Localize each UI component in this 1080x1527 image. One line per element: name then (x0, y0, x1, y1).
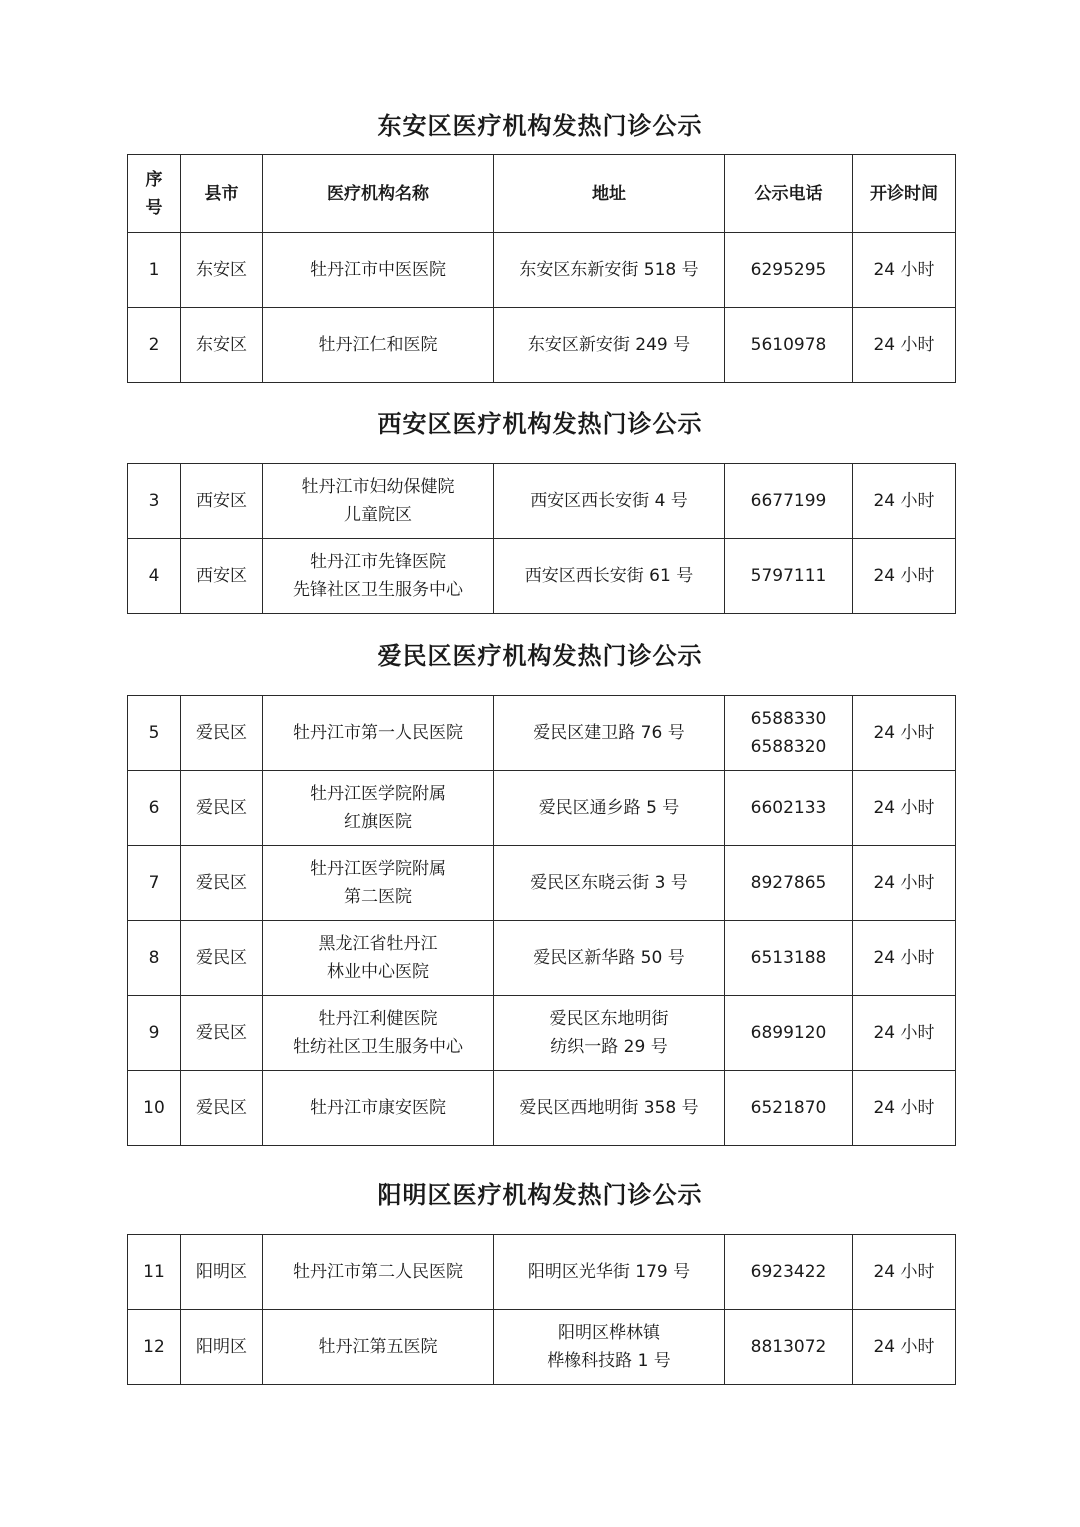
table-row (128, 464, 956, 539)
header-county: 县市 (181, 155, 263, 233)
cell-institution: 牡丹江市妇幼保健院 儿童院区 (263, 464, 494, 539)
cell-county: 爱民区 (181, 771, 263, 846)
cell-institution: 黑龙江省牡丹江 林业中心医院 (263, 921, 494, 996)
cell-county: 爱民区 (181, 921, 263, 996)
cell-hours: 24 小时 (853, 696, 956, 771)
cell-index: 4 (128, 539, 181, 614)
cell-address: 爱民区建卫路 76 号 (494, 696, 725, 771)
header-institution: 医疗机构名称 (263, 155, 494, 233)
cell-index: 9 (128, 996, 181, 1071)
cell-phone: 5797111 (725, 539, 853, 614)
cell-index: 6 (128, 771, 181, 846)
cell-institution: 牡丹江市先锋医院 先锋社区卫生服务中心 (263, 539, 494, 614)
cell-index: 3 (128, 464, 181, 539)
section-title-aimin: 爱民区医疗机构发热门诊公示 (377, 642, 703, 670)
header-address: 地址 (494, 155, 725, 233)
table-row (128, 921, 956, 996)
table-dongan (127, 154, 956, 383)
cell-phone: 6677199 (725, 464, 853, 539)
cell-index: 12 (128, 1310, 181, 1385)
cell-address: 爱民区西地明街 358 号 (494, 1071, 725, 1146)
cell-hours: 24 小时 (853, 1071, 956, 1146)
cell-institution: 牡丹江第五医院 (263, 1310, 494, 1385)
cell-county: 爱民区 (181, 846, 263, 921)
cell-address: 东安区东新安街 518 号 (494, 233, 725, 308)
cell-hours: 24 小时 (853, 308, 956, 383)
section-title-yangming: 阳明区医疗机构发热门诊公示 (377, 1181, 703, 1209)
cell-phone: 6602133 (725, 771, 853, 846)
cell-phone: 8927865 (725, 846, 853, 921)
table-row (128, 696, 956, 771)
cell-hours: 24 小时 (853, 1310, 956, 1385)
cell-index: 11 (128, 1235, 181, 1310)
cell-index: 1 (128, 233, 181, 308)
cell-index: 2 (128, 308, 181, 383)
cell-county: 东安区 (181, 233, 263, 308)
table-row (128, 308, 956, 383)
cell-index: 5 (128, 696, 181, 771)
cell-index: 8 (128, 921, 181, 996)
cell-phone: 6295295 (725, 233, 853, 308)
cell-address: 阳明区光华街 179 号 (494, 1235, 725, 1310)
header-index: 序 号 (128, 155, 181, 233)
cell-phone: 8813072 (725, 1310, 853, 1385)
cell-county: 阳明区 (181, 1235, 263, 1310)
cell-institution: 牡丹江医学院附属 第二医院 (263, 846, 494, 921)
cell-county: 西安区 (181, 464, 263, 539)
table-xian (127, 463, 956, 614)
cell-phone: 6923422 (725, 1235, 853, 1310)
cell-institution: 牡丹江医学院附属 红旗医院 (263, 771, 494, 846)
cell-index: 7 (128, 846, 181, 921)
cell-institution: 牡丹江市第二人民医院 (263, 1235, 494, 1310)
cell-address: 阳明区桦林镇 桦橡科技路 1 号 (494, 1310, 725, 1385)
table-row (128, 846, 956, 921)
cell-hours: 24 小时 (853, 921, 956, 996)
cell-phone: 6588330 6588320 (725, 696, 853, 771)
section-title-xian: 西安区医疗机构发热门诊公示 (377, 410, 703, 438)
header-phone: 公示电话 (725, 155, 853, 233)
cell-hours: 24 小时 (853, 1235, 956, 1310)
cell-address: 东安区新安街 249 号 (494, 308, 725, 383)
table-row (128, 771, 956, 846)
cell-county: 西安区 (181, 539, 263, 614)
table-row (128, 996, 956, 1071)
section-title-dongan: 东安区医疗机构发热门诊公示 (377, 112, 703, 140)
table-header-row (128, 155, 956, 233)
cell-address: 爱民区东晓云街 3 号 (494, 846, 725, 921)
cell-address: 爱民区新华路 50 号 (494, 921, 725, 996)
cell-address: 西安区西长安街 4 号 (494, 464, 725, 539)
cell-county: 爱民区 (181, 1071, 263, 1146)
table-yangming (127, 1234, 956, 1385)
cell-phone: 6513188 (725, 921, 853, 996)
cell-hours: 24 小时 (853, 539, 956, 614)
cell-phone: 6521870 (725, 1071, 853, 1146)
table-row (128, 233, 956, 308)
cell-address: 爱民区东地明街 纺织一路 29 号 (494, 996, 725, 1071)
cell-county: 爱民区 (181, 996, 263, 1071)
table-row (128, 1310, 956, 1385)
header-hours: 开诊时间 (853, 155, 956, 233)
cell-address: 爱民区通乡路 5 号 (494, 771, 725, 846)
cell-address: 西安区西长安街 61 号 (494, 539, 725, 614)
cell-institution: 牡丹江利健医院 牡纺社区卫生服务中心 (263, 996, 494, 1071)
table-row (128, 539, 956, 614)
cell-county: 爱民区 (181, 696, 263, 771)
cell-phone: 5610978 (725, 308, 853, 383)
cell-hours: 24 小时 (853, 996, 956, 1071)
cell-institution: 牡丹江市中医医院 (263, 233, 494, 308)
table-aimin (127, 695, 956, 1146)
cell-institution: 牡丹江市康安医院 (263, 1071, 494, 1146)
cell-hours: 24 小时 (853, 464, 956, 539)
cell-hours: 24 小时 (853, 233, 956, 308)
cell-hours: 24 小时 (853, 771, 956, 846)
cell-county: 东安区 (181, 308, 263, 383)
cell-institution: 牡丹江市第一人民医院 (263, 696, 494, 771)
cell-index: 10 (128, 1071, 181, 1146)
cell-institution: 牡丹江仁和医院 (263, 308, 494, 383)
table-row (128, 1071, 956, 1146)
table-row (128, 1235, 956, 1310)
cell-phone: 6899120 (725, 996, 853, 1071)
cell-county: 阳明区 (181, 1310, 263, 1385)
cell-hours: 24 小时 (853, 846, 956, 921)
